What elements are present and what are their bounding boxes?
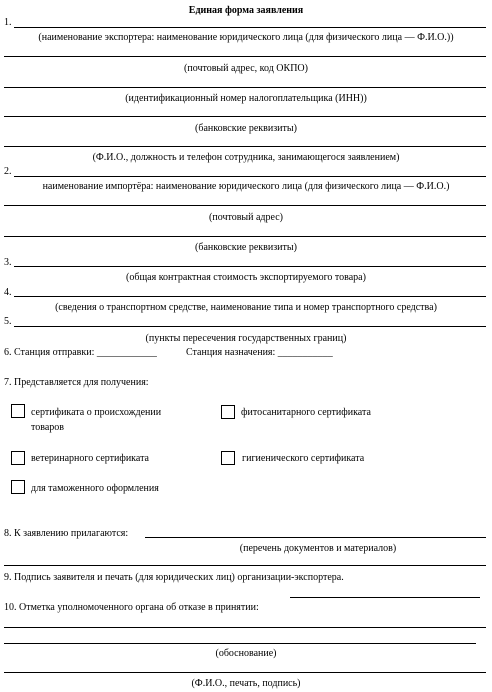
importer-address-line[interactable]: [4, 205, 486, 206]
destination-station-field[interactable]: Станция назначения: ___________: [186, 347, 333, 358]
departure-station-field[interactable]: 6. Станция отправки: ____________: [4, 347, 157, 358]
transport-caption: (сведения о транспортном средстве, наименование типа и номер транспортного средства): [55, 302, 437, 313]
origin-certificate-label-cont: товаров: [31, 422, 64, 433]
refusal-signature-caption: (Ф.И.О., печать, подпись): [191, 678, 301, 689]
phytosanitary-certificate-checkbox[interactable]: [221, 405, 235, 419]
section-4-number: 4.: [4, 287, 12, 298]
importer-bank-line[interactable]: [4, 236, 486, 237]
signature-label: 9. Подпись заявителя и печать (для юридических лиц) организации-экспортера.: [4, 572, 344, 583]
transport-line[interactable]: [14, 296, 486, 297]
phytosanitary-certificate-label: фитосанитарного сертификата: [241, 407, 371, 418]
refusal-line-2[interactable]: [4, 643, 476, 644]
exporter-bank-caption: (банковские реквизиты): [195, 123, 297, 134]
border-points-line[interactable]: [14, 326, 486, 327]
importer-bank-caption: (банковские реквизиты): [195, 242, 297, 253]
refusal-reason-caption: (обоснование): [215, 648, 277, 659]
hygienic-certificate-label: гигиенического сертификата: [242, 453, 365, 464]
exporter-name-line[interactable]: [14, 27, 486, 28]
section-5-number: 5.: [4, 316, 12, 327]
contact-person-line[interactable]: [4, 146, 486, 147]
refusal-line-1[interactable]: [4, 627, 486, 628]
contract-value-caption: (общая контрактная стоимость экспортируемого товара): [126, 272, 366, 283]
attachments-label: 8. К заявлению прилагаются:: [4, 528, 129, 539]
form-title: Единая форма заявления: [188, 5, 304, 16]
exporter-address-caption: (почтовый адрес, код ОКПО): [184, 63, 308, 74]
hygienic-certificate-checkbox[interactable]: [221, 451, 235, 465]
section-3-number: 3.: [4, 257, 12, 268]
contract-value-line[interactable]: [14, 266, 486, 267]
attachments-caption: (перечень документов и материалов): [239, 543, 397, 554]
signature-line[interactable]: [290, 597, 480, 598]
inn-caption: (идентификационный номер налогоплательщика (ИНН)): [125, 93, 367, 104]
importer-caption: наименование импортёра: наименование юридического лица (для физического лица — Ф.И.О.): [42, 181, 450, 192]
attachments-line[interactable]: [145, 537, 486, 538]
origin-certificate-checkbox[interactable]: [11, 404, 25, 418]
refusal-label: 10. Отметка уполномоченного органа об отказе в принятии:: [4, 602, 259, 613]
purpose-label: 7. Представляется для получения:: [4, 377, 149, 388]
exporter-address-line[interactable]: [4, 56, 486, 57]
section-1-number: 1.: [4, 17, 12, 28]
contact-person-caption: (Ф.И.О., должность и телефон сотрудника, занимающегося заявлением): [92, 152, 400, 163]
importer-address-caption: (почтовый адрес): [209, 212, 283, 223]
refusal-signature-line[interactable]: [4, 672, 486, 673]
customs-clearance-label: для таможенного оформления: [31, 483, 159, 494]
veterinary-certificate-label: ветеринарного сертификата: [31, 453, 149, 464]
customs-clearance-checkbox[interactable]: [11, 480, 25, 494]
border-points-caption: (пункты пересечения государственных границ): [145, 333, 347, 344]
exporter-caption: (наименование экспортера: наименование юридического лица (для физического лица — Ф.И.О.)): [38, 32, 454, 43]
origin-certificate-label: сертификата о происхождении: [31, 407, 162, 418]
attachments-line-2[interactable]: [4, 565, 486, 566]
veterinary-certificate-checkbox[interactable]: [11, 451, 25, 465]
inn-line[interactable]: [4, 87, 486, 88]
exporter-bank-line[interactable]: [4, 116, 486, 117]
section-2-number: 2.: [4, 166, 12, 177]
importer-name-line[interactable]: [14, 176, 486, 177]
